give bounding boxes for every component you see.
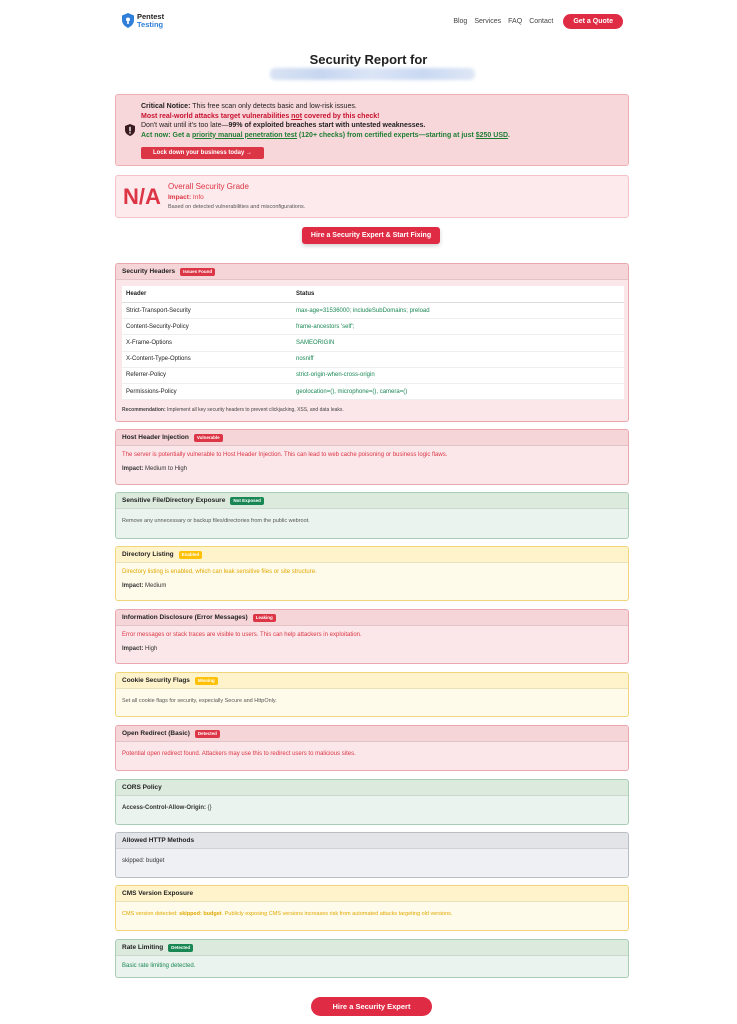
get-quote-button[interactable]: Get a Quote bbox=[563, 14, 623, 29]
card-body bbox=[116, 796, 628, 817]
nav-link-blog[interactable]: Blog bbox=[453, 18, 468, 25]
table-row bbox=[122, 383, 624, 399]
redacted-url bbox=[270, 68, 475, 80]
card-title: CMS Version Exposure bbox=[122, 890, 194, 897]
notice-line-2b: covered by this check! bbox=[302, 112, 380, 120]
header-status: geolocation=(), microphone=(), camera=() bbox=[292, 383, 624, 399]
recommendation-label: Recommendation: bbox=[122, 407, 166, 414]
notice-line-4-end: . bbox=[508, 131, 510, 139]
headers-table bbox=[122, 286, 624, 400]
header-status: strict-origin-when-cross-origin bbox=[292, 367, 624, 383]
brand-line-1: Pentest bbox=[137, 12, 165, 21]
sensitive-files-card bbox=[115, 492, 629, 539]
status-badge: Leaking bbox=[253, 614, 276, 622]
page-title: Security Report for bbox=[309, 52, 428, 67]
card-header bbox=[116, 610, 628, 626]
column-header: Status bbox=[292, 286, 624, 303]
header-name: X-Content-Type-Options bbox=[122, 351, 292, 367]
cors-label: Access-Control-Allow-Origin: bbox=[122, 805, 207, 811]
card-title: Information Disclosure (Error Messages) bbox=[122, 614, 248, 621]
card-header bbox=[116, 940, 628, 956]
status-badge: Issues Found bbox=[180, 268, 215, 276]
shield-logo-icon bbox=[122, 13, 134, 28]
card-body bbox=[116, 626, 628, 658]
card-body bbox=[116, 849, 628, 870]
card-body bbox=[116, 742, 628, 763]
impact-label: Impact: bbox=[122, 583, 144, 589]
impact-line bbox=[122, 465, 622, 473]
card-text: Potential open redirect found. Attackers may use this to redirect users to malicious sites. bbox=[122, 751, 356, 757]
card-title: Security Headers bbox=[122, 268, 176, 275]
nav-link-faq[interactable]: FAQ bbox=[508, 18, 523, 25]
status-badge: Enabled bbox=[179, 551, 203, 559]
card-body bbox=[116, 509, 628, 530]
card-body bbox=[116, 563, 628, 595]
nav-link-services[interactable]: Services bbox=[474, 18, 502, 25]
brand-logo[interactable] bbox=[122, 13, 164, 28]
host-header-card bbox=[115, 429, 629, 485]
card-header bbox=[116, 673, 628, 689]
card-text: Remove any unnecessary or backup files/directories from the public webroot. bbox=[122, 518, 310, 524]
table-row bbox=[122, 335, 624, 351]
pentest-link[interactable]: priority manual penetration test bbox=[191, 131, 297, 139]
security-headers-card bbox=[115, 263, 629, 422]
recommendation-text: Implement all key security headers to prevent clickjacking, XSS, and data leaks. bbox=[165, 407, 344, 414]
http-methods-card bbox=[115, 832, 629, 878]
card-text: Set all cookie flags for security, especially Secure and HttpOnly. bbox=[122, 698, 277, 704]
notice-line-2-emph: not bbox=[291, 112, 303, 120]
notice-text bbox=[141, 102, 510, 140]
notice-line-4b: (120+ checks) from certified experts—starting at just bbox=[296, 131, 476, 139]
brand-line-2: Testing bbox=[137, 19, 164, 29]
cms-text-a: CMS version detected: bbox=[122, 911, 180, 917]
card-header bbox=[116, 833, 628, 849]
card-header bbox=[116, 886, 628, 902]
hire-expert-button[interactable]: Hire a Security Expert bbox=[311, 997, 432, 1016]
grade-impact-value: Info bbox=[191, 194, 204, 201]
card-header bbox=[116, 430, 628, 446]
warning-shield-icon bbox=[125, 124, 135, 136]
info-disclosure-card bbox=[115, 609, 629, 664]
cms-text-b: skipped: budget bbox=[179, 911, 222, 917]
header-status: frame-ancestors 'self'; bbox=[292, 319, 624, 335]
card-header bbox=[116, 264, 628, 280]
cors-value-line bbox=[122, 804, 622, 812]
cms-text-c: . Publicly exposing CMS versions increases risk from automated attacks targeting old versions. bbox=[221, 911, 453, 917]
status-badge: Detected bbox=[168, 944, 193, 952]
card-body bbox=[116, 956, 628, 975]
notice-line-3b: 99% of exploited breaches start with untested weaknesses. bbox=[228, 122, 426, 129]
card-title: Open Redirect (Basic) bbox=[122, 730, 190, 737]
notice-line-3a: Don't wait until it's too late— bbox=[141, 122, 229, 129]
card-header bbox=[116, 726, 628, 742]
cms-version-card bbox=[115, 885, 629, 931]
header-status: SAMEORIGIN bbox=[292, 335, 624, 351]
critical-notice bbox=[115, 94, 629, 166]
header-name: Content-Security-Policy bbox=[122, 319, 292, 335]
card-title: Rate Limiting bbox=[122, 944, 164, 951]
column-header: Header bbox=[122, 286, 292, 303]
card-header bbox=[116, 493, 628, 509]
card-title: Sensitive File/Directory Exposure bbox=[122, 497, 226, 504]
header-status: nosniff bbox=[292, 351, 624, 367]
card-title: Allowed HTTP Methods bbox=[122, 837, 195, 844]
card-header bbox=[116, 547, 628, 563]
impact-value: High bbox=[143, 646, 158, 652]
card-text: Basic rate limiting detected. bbox=[122, 963, 196, 969]
open-redirect-card bbox=[115, 725, 629, 771]
card-title: Cookie Security Flags bbox=[122, 677, 190, 684]
card-title: CORS Policy bbox=[122, 784, 162, 791]
table-header-row bbox=[122, 286, 624, 303]
nav-link-contact[interactable]: Contact bbox=[529, 18, 554, 25]
grade-value: N/A bbox=[123, 184, 161, 209]
card-title: Host Header Injection bbox=[122, 434, 189, 441]
card-body bbox=[116, 689, 628, 710]
brand-name bbox=[137, 13, 164, 28]
header-name: X-Frame-Options bbox=[122, 335, 292, 351]
status-badge: Not Exposed bbox=[230, 497, 264, 505]
card-header bbox=[116, 780, 628, 796]
card-body bbox=[116, 902, 628, 923]
impact-line bbox=[122, 582, 622, 590]
header-name: Referrer-Policy bbox=[122, 367, 292, 383]
card-text: skipped: budget bbox=[122, 858, 165, 864]
grade-description: Based on detected vulnerabilities and misconfigurations. bbox=[168, 204, 306, 210]
table-row bbox=[122, 351, 624, 367]
card-text: Error messages or stack traces are visible to users. This can help attackers in exploitation. bbox=[122, 632, 362, 638]
price-link[interactable]: $250 USD bbox=[475, 131, 509, 139]
notice-line-1: This free scan only detects basic and low-risk issues. bbox=[190, 103, 357, 110]
table-row bbox=[122, 367, 624, 383]
lock-down-button[interactable]: Lock down your business today → bbox=[141, 147, 264, 159]
impact-label: Impact: bbox=[122, 466, 144, 472]
impact-line bbox=[122, 645, 622, 653]
card-title: Directory Listing bbox=[122, 551, 174, 558]
recommendation bbox=[116, 400, 628, 420]
card-body bbox=[116, 446, 628, 478]
card-text: The server is potentially vulnerable to Host Header Injection. This can lead to web cache poisoning or business logic flaws. bbox=[122, 452, 448, 458]
header-status: max-age=31536000; includeSubDomains; preload bbox=[292, 303, 624, 319]
header-name: Strict-Transport-Security bbox=[122, 303, 292, 319]
impact-value: Medium bbox=[143, 583, 167, 589]
notice-label: Critical Notice: bbox=[141, 103, 191, 110]
card-text bbox=[122, 910, 622, 918]
table-row bbox=[122, 319, 624, 335]
notice-line-4a: Act now: Get a bbox=[141, 131, 192, 139]
impact-value: Medium to High bbox=[143, 466, 188, 472]
cors-value: {} bbox=[206, 805, 212, 811]
grade-impact-label: Impact: bbox=[168, 194, 192, 201]
status-badge: Missing bbox=[195, 677, 218, 685]
hire-expert-fixing-button[interactable]: Hire a Security Expert & Start Fixing bbox=[302, 227, 440, 244]
grade-impact bbox=[168, 194, 204, 201]
cookie-flags-card bbox=[115, 672, 629, 717]
status-badge: Detected bbox=[195, 730, 220, 738]
header-name: Permissions-Policy bbox=[122, 383, 292, 399]
card-text: Directory listing is enabled, which can leak sensitive files or site structure. bbox=[122, 569, 317, 575]
nav-links bbox=[446, 14, 623, 29]
notice-line-2a: Most real-world attacks target vulnerabilities bbox=[141, 112, 292, 120]
directory-listing-card bbox=[115, 546, 629, 601]
security-grade-panel bbox=[115, 175, 629, 218]
status-badge: Vulnerable bbox=[194, 434, 223, 442]
impact-label: Impact: bbox=[122, 646, 144, 652]
cors-policy-card bbox=[115, 779, 629, 825]
rate-limiting-card bbox=[115, 939, 629, 978]
grade-title: Overall Security Grade bbox=[168, 182, 249, 191]
top-nav bbox=[0, 0, 737, 44]
table-row bbox=[122, 303, 624, 319]
